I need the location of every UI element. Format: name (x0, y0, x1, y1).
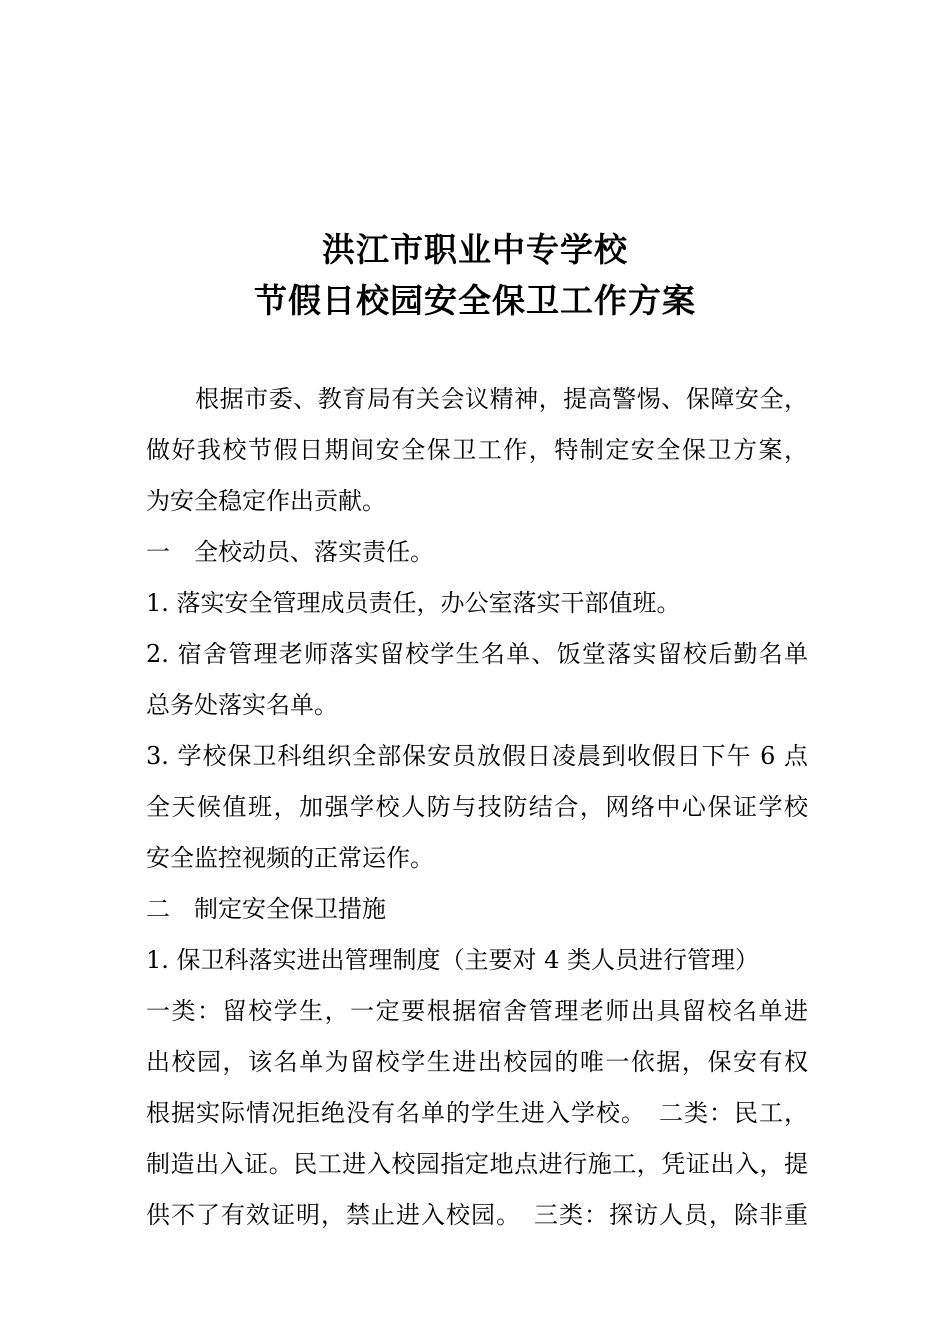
document-title-line-1: 洪江市职业中专学校 (322, 230, 628, 269)
body-text-line: 安全监控视频的正常运作。 (146, 844, 434, 872)
body-text-line: 1. 保卫科落实进出管理制度（主要对 4 类人员进行管理） (146, 946, 760, 974)
body-text-line: 一 全校动员、落实责任。 (146, 538, 434, 566)
body-text-line: 3. 学校保卫科组织全部保安员放假日凌晨到收假日下午 6 点 (146, 742, 808, 770)
body-text-line: 2. 宿舍管理老师落实留校学生名单、饭堂落实留校后勤名单 (146, 640, 808, 668)
document-body (146, 374, 808, 1241)
body-text-line: 根据实际情况拒绝没有名单的学生进入学校。 二类：民工， (146, 1099, 808, 1127)
document-title-line-2: 节假日校园安全保卫工作方案 (254, 281, 696, 320)
body-text-line: 总务处落实名单。 (146, 691, 338, 719)
body-text-line: 一类：留校学生，一定要根据宿舍管理老师出具留校名单进 (146, 997, 808, 1025)
body-text-line: 为安全稳定作出贡献。 (146, 487, 386, 515)
body-text-line: 制造出入证。民工进入校园指定地点进行施工，凭证出入，提 (146, 1150, 808, 1178)
body-text-line: 全天候值班，加强学校人防与技防结合，网络中心保证学校 (146, 793, 808, 821)
body-text-line: 根据市委、教育局有关会议精神，提高警惕、保障安全， (146, 385, 808, 413)
body-text-line: 做好我校节假日期间安全保卫工作，特制定安全保卫方案， (146, 436, 808, 464)
body-text-line: 1. 落实安全管理成员责任，办公室落实干部值班。 (146, 589, 681, 617)
body-text-line: 二 制定安全保卫措施 (146, 895, 386, 923)
body-text-line: 出校园，该名单为留校学生进出校园的唯一依据，保安有权 (146, 1048, 808, 1076)
body-text-line: 供不了有效证明，禁止进入校园。 三类：探访人员，除非重 (146, 1201, 808, 1229)
